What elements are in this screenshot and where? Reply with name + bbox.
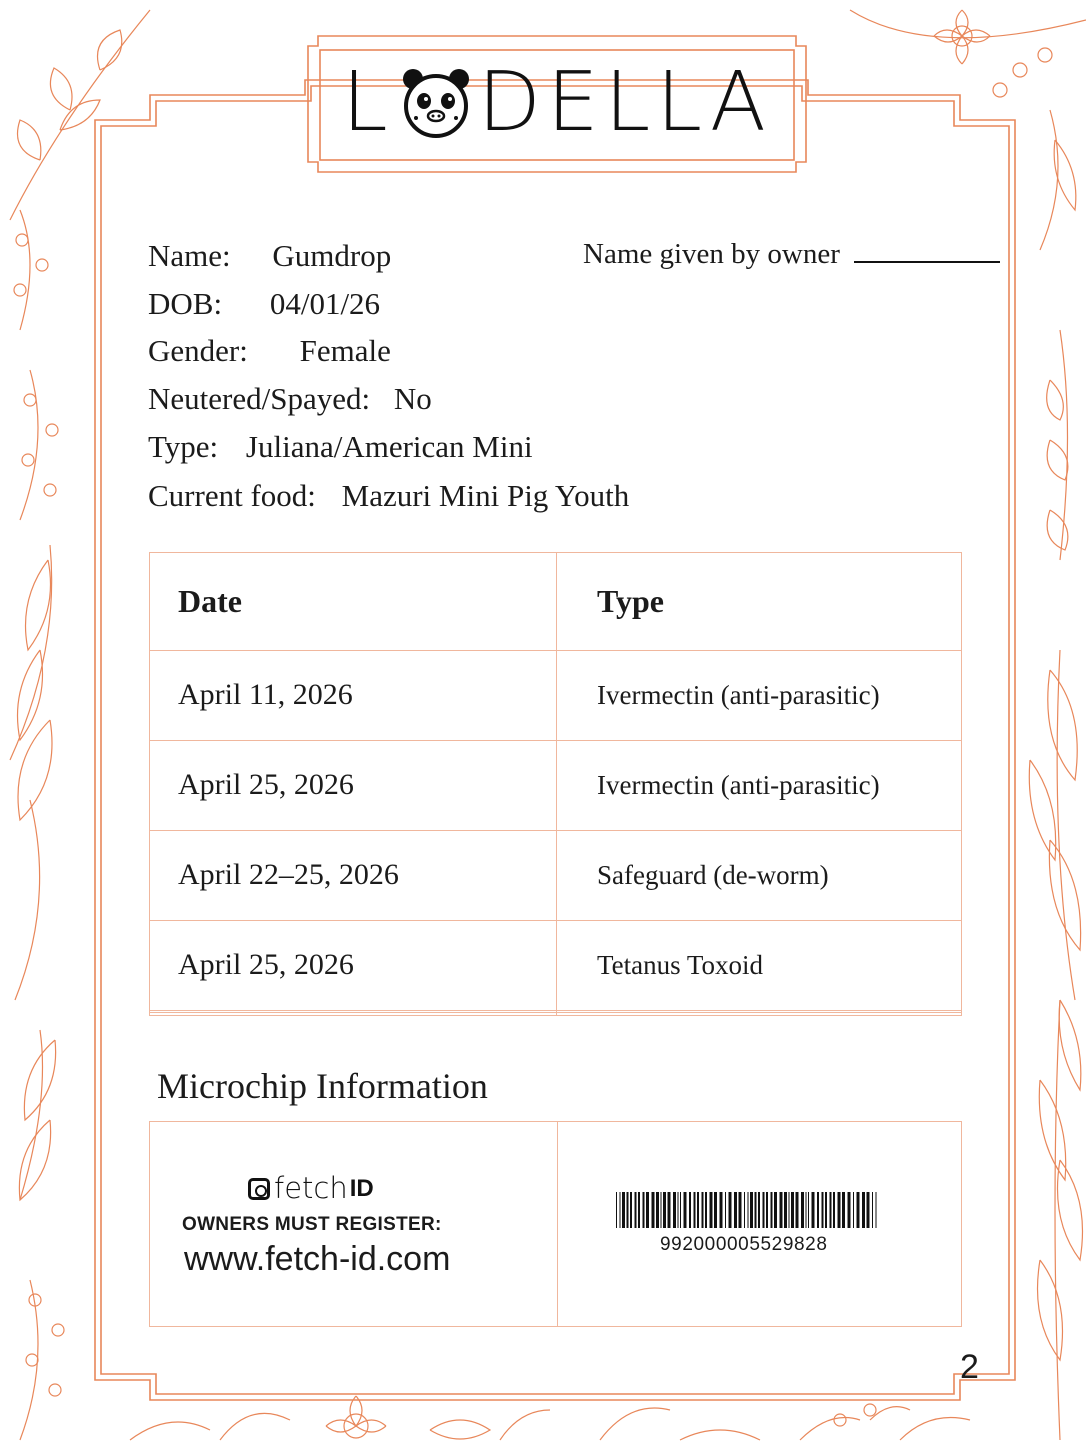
- owner-name-blank-line: [854, 251, 1000, 263]
- barcode-bar: [817, 1192, 819, 1228]
- barcode-bar: [748, 1192, 749, 1228]
- register-notice: OWNERS MUST REGISTER:: [182, 1214, 442, 1235]
- date-cell: April 25, 2026: [150, 740, 557, 830]
- date-cell: April 25, 2026: [150, 920, 557, 1010]
- name-value: Gumdrop: [272, 238, 392, 273]
- barcode-bar: [739, 1192, 742, 1228]
- barcode-bar: [872, 1192, 873, 1228]
- dob-label: DOB:: [148, 286, 223, 321]
- fetch-id-logo-icon: [248, 1178, 270, 1200]
- barcode-bar: [842, 1192, 845, 1228]
- microchip-title: Microchip Information: [157, 1066, 488, 1106]
- barcode-bar: [801, 1192, 804, 1228]
- name-label: Name:: [148, 238, 231, 273]
- microchip-box: [149, 1121, 962, 1327]
- barcode-bar: [734, 1192, 737, 1228]
- barcode-bar: [714, 1192, 717, 1228]
- barcode-bar: [771, 1192, 773, 1228]
- barcode-bar: [668, 1192, 671, 1228]
- chip-barcode-panel: [558, 1122, 961, 1326]
- brand-logo: [318, 44, 796, 162]
- date-cell: April 11, 2026: [150, 650, 557, 740]
- barcode-bar: [661, 1192, 662, 1228]
- barcode-bar: [784, 1192, 787, 1228]
- gender-field: [148, 335, 391, 366]
- barcode-bar: [812, 1192, 815, 1228]
- barcode-bar: [673, 1192, 676, 1228]
- type-cell: [557, 1013, 962, 1016]
- barcode-bar: [689, 1192, 691, 1228]
- barcode-bar: [684, 1192, 687, 1228]
- barcode-bar: [763, 1192, 765, 1228]
- barcode-bar: [630, 1192, 632, 1228]
- owner-name-label: Name given by owner: [583, 238, 840, 270]
- barcode-bar: [766, 1192, 768, 1228]
- barcode-bar: [646, 1192, 649, 1228]
- type-cell: Ivermectin (anti-parasitic): [557, 650, 962, 740]
- barcode-icon: [616, 1192, 881, 1228]
- barcode-bar: [705, 1192, 707, 1228]
- barcode-bar: [750, 1192, 753, 1228]
- barcode-bar: [796, 1192, 799, 1228]
- neutered-field: [148, 383, 432, 414]
- logo-text-right: DELLA: [477, 55, 772, 150]
- type-cell: Ivermectin (anti-parasitic): [557, 740, 962, 830]
- barcode-bar: [825, 1192, 827, 1228]
- barcode-bar: [702, 1192, 704, 1228]
- barcode-bar: [876, 1192, 877, 1228]
- table-header-row: [150, 553, 962, 651]
- barcode-bar: [678, 1192, 679, 1228]
- type-column-header: Type: [557, 553, 962, 651]
- barcode-bar: [720, 1192, 723, 1228]
- barcode-bar: [697, 1192, 699, 1228]
- barcode-bar: [830, 1192, 832, 1228]
- fetch-logo-brand: fetch: [274, 1171, 348, 1205]
- chip-number: 992000005529828: [660, 1234, 828, 1255]
- gender-label: Gender:: [148, 333, 248, 368]
- barcode-bar: [833, 1192, 835, 1228]
- registration-url[interactable]: www.fetch-id.com: [184, 1240, 451, 1278]
- type-label: Type:: [148, 429, 219, 464]
- date-cell: April 22–25, 2026: [150, 830, 557, 920]
- barcode-bar: [808, 1192, 809, 1228]
- neutered-label: Neutered/Spayed:: [148, 381, 371, 416]
- barcode-bar: [663, 1192, 666, 1228]
- table-row: [150, 1013, 962, 1016]
- barcode-bar: [758, 1192, 760, 1228]
- barcode-bar: [635, 1192, 637, 1228]
- barcode-bar: [789, 1192, 790, 1228]
- barcode-bar: [652, 1192, 655, 1228]
- date-column-header: Date: [150, 553, 557, 651]
- barcode-bar: [744, 1192, 745, 1228]
- food-field: [148, 480, 629, 511]
- neutered-value: No: [393, 381, 432, 416]
- type-cell: Safeguard (de-worm): [557, 830, 962, 920]
- barcode-bar: [616, 1192, 617, 1228]
- barcode-bar: [638, 1192, 640, 1228]
- barcode-bar: [755, 1192, 757, 1228]
- barcode-bar: [791, 1192, 794, 1228]
- type-value: Juliana/American Mini: [245, 429, 533, 464]
- type-cell: Tetanus Toxoid: [557, 920, 962, 1010]
- barcode-bar: [620, 1192, 621, 1228]
- panda-face-icon: [400, 66, 472, 140]
- food-value: Mazuri Mini Pig Youth: [341, 478, 630, 513]
- barcode-bar: [725, 1192, 726, 1228]
- barcode-bar: [867, 1192, 870, 1228]
- barcode-bar: [822, 1192, 824, 1228]
- fetch-id-logo: [248, 1171, 374, 1205]
- barcode-bar: [848, 1192, 851, 1228]
- barcode-bar: [643, 1192, 645, 1228]
- barcode-bar: [853, 1192, 854, 1228]
- barcode-bar: [694, 1192, 696, 1228]
- barcode-bar: [680, 1192, 681, 1228]
- type-field: [148, 431, 533, 462]
- gender-value: Female: [299, 333, 391, 368]
- barcode-bar: [838, 1192, 841, 1228]
- barcode-bar: [857, 1192, 860, 1228]
- table-row: [150, 830, 962, 920]
- barcode-bar: [862, 1192, 865, 1228]
- dob-field: [148, 288, 380, 319]
- barcode-bar: [806, 1192, 807, 1228]
- dob-value: 04/01/26: [269, 286, 381, 321]
- fetch-id-panel: [150, 1122, 558, 1326]
- barcode-bar: [780, 1192, 783, 1228]
- name-field: [148, 240, 391, 271]
- treatment-table: [149, 552, 962, 1016]
- barcode-bar: [710, 1192, 713, 1228]
- barcode-bar: [627, 1192, 629, 1228]
- barcode-bar: [656, 1192, 659, 1228]
- barcode-bar: [622, 1192, 625, 1228]
- page-number: 2: [960, 1348, 979, 1386]
- barcode-bar: [729, 1192, 732, 1228]
- owner-name-field: [583, 240, 1000, 269]
- table-row: [150, 740, 962, 830]
- food-label: Current food:: [148, 478, 316, 513]
- date-cell: [150, 1013, 557, 1016]
- barcode-bar: [774, 1192, 777, 1228]
- table-row: [150, 650, 962, 740]
- table-row: [150, 920, 962, 1010]
- fetch-logo-id: ID: [349, 1174, 374, 1202]
- logo-text-left: L: [342, 55, 394, 150]
